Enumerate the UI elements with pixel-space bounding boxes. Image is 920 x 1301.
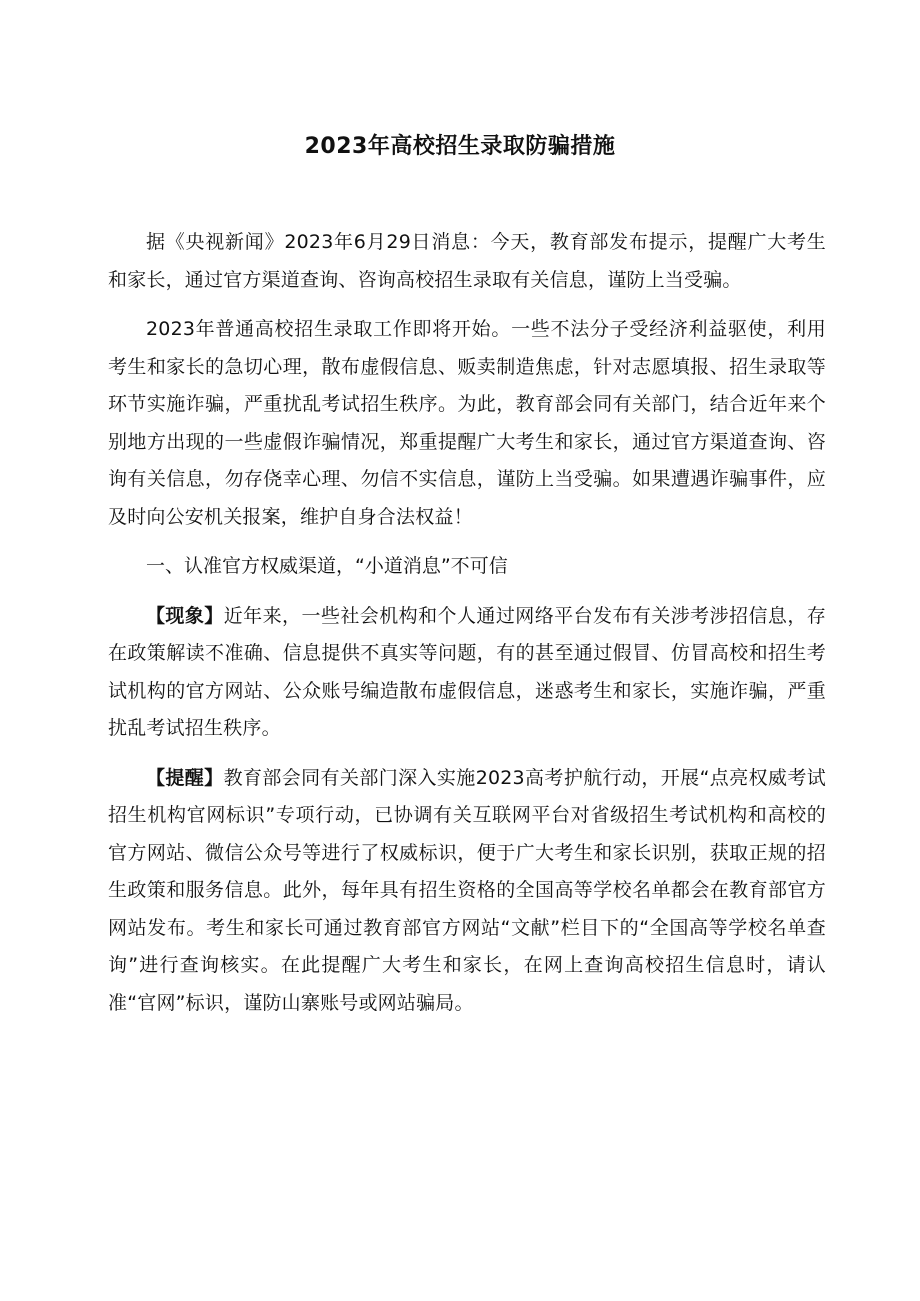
section-heading: 一、认准官方权威渠道，“小道消息”不可信 — [146, 555, 508, 577]
document-title: 2023年高校招生录取防骗措施 — [304, 134, 616, 159]
reminder-tag: 【提醒】 — [146, 766, 224, 789]
reminder-paragraph — [108, 760, 826, 1023]
background-paragraph: 2023年普通高校招生录取工作即将开始。一些不法分子受经济利益驱使，利用考生和家长的急切心理，散布虚假信息、贩卖制造焦虑，针对志愿填报、招生录取等环节实施诈骗，严重扰乱考试招生秩序。为此，教育部会同有关部门，结合近年来个别地方出现的一些虚假诈骗情况，郑重提醒广大考生和家长，通过官方渠道查询、咨询有关信息，勿存侥幸心理、勿信不实信息，谨防上当受骗。如果遭遇诈骗事件，应及时向公安机关报案，维护自身合法权益！ — [108, 318, 826, 528]
phenomenon-paragraph — [108, 598, 826, 748]
phenomenon-tag: 【现象】 — [146, 604, 224, 627]
reminder-text: 教育部会同有关部门深入实施2023高考护航行动，开展“点亮权威考试招生机构官网标识”专项行动，已协调有关互联网平台对省级招生考试机构和高校的官方网站、微信公众号等进行了权威标识，便于广大考生和家长识别，获取正规的招生政策和服务信息。此外，每年具有招生资格的全国高等学校名单都会在教育部官方网站发布。考生和家长可通过教育部官方网站“文献”栏目下的“全国高等学校名单查询”进行查询核实。在此提醒广大考生和家长，在网上查询高校招生信息时，请认准“官网”标识，谨防山寨账号或网站骗局。 — [108, 766, 826, 1014]
intro-paragraph: 据《央视新闻》2023年6月29日消息：今天，教育部发布提示，提醒广大考生和家长，通过官方渠道查询、咨询高校招生录取有关信息，谨防上当受骗。 — [108, 231, 826, 291]
document-body — [108, 224, 826, 1034]
phenomenon-text: 近年来，一些社会机构和个人通过网络平台发布有关涉考涉招信息，存在政策解读不准确、信息提供不真实等问题，有的甚至通过假冒、仿冒高校和招生考试机构的官方网站、公众账号编造散布虚假信息，迷惑考生和家长，实施诈骗，严重扰乱考试招生秩序。 — [108, 604, 826, 739]
